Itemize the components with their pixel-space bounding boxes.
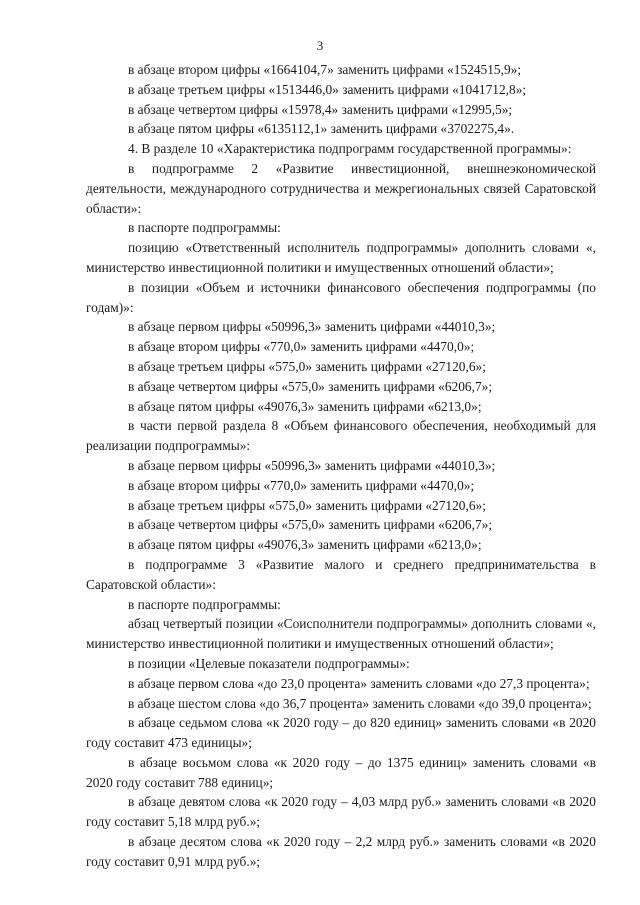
paragraph: в абзаце девятом слова «к 2020 году – 4,03 млрд руб.» заменить словами «в 2020 году составит 5,18 млрд руб.»; [86, 794, 596, 830]
paragraph: в абзаце восьмом слова «к 2020 году – до 1375 единиц» заменить словами «в 2020 году составит 788 единиц»; [86, 754, 596, 790]
paragraph: позицию «Ответственный исполнитель подпрограммы» дополнить словами «, министерство инвестиционной политики и имущественных отношений области»; [86, 240, 596, 275]
paragraph: в части первой раздела 8 «Объем финансового обеспечения, необходимый для реализации подпрограммы»: [86, 418, 596, 454]
paragraph: абзац четвертый позиции «Соисполнители подпрограммы» дополнить словами «, министерство инвестиционной политики и имущественных отношений области»; [86, 616, 596, 652]
paragraph: в абзаце четвертом цифры «575,0» заменить цифрами «6206,7»; [128, 517, 493, 533]
paragraph: в абзаце третьем цифры «575,0» заменить цифрами «27120,6»; [128, 358, 486, 374]
document-body [86, 60, 596, 872]
paragraph: в абзаце четвертом цифры «575,0» заменить цифрами «6206,7»; [128, 378, 493, 394]
paragraph: в абзаце пятом цифры «6135112,1» заменить цифрами «3702275,4». [128, 121, 515, 137]
paragraph: в абзаце третьем цифры «575,0» заменить цифрами «27120,6»; [128, 497, 486, 513]
section-heading: 4. В разделе 10 «Характеристика подпрограмм государственной программы»: [128, 141, 572, 157]
paragraph: в паспорте подпрограммы: [128, 220, 281, 236]
paragraph: в абзаце втором цифры «770,0» заменить цифрами «4470,0»; [128, 477, 475, 493]
paragraph: в абзаце первом цифры «50996,3» заменить цифрами «44010,3»; [128, 319, 496, 335]
paragraph: в подпрограмме 3 «Развитие малого и среднего предпринимательства в Саратовской области»: [86, 556, 596, 592]
paragraph: в абзаце четвертом цифры «15978,4» заменить цифрами «12995,5»; [128, 101, 513, 117]
paragraph: в абзаце десятом слова «к 2020 году – 2,2 млрд руб.» заменить словами «в 2020 году составит 0,91 млрд руб.»; [86, 834, 596, 869]
page-number: 3 [316, 38, 324, 53]
paragraph: в абзаце пятом цифры «49076,3» заменить цифрами «6213,0»; [128, 537, 482, 553]
paragraph: в абзаце шестом слова «до 36,7 процента» заменить словами «до 39,0 процента»; [128, 695, 592, 711]
paragraph: в абзаце седьмом слова «к 2020 году – до 820 единиц» заменить словами «в 2020 году составит 473 единицы»; [86, 715, 596, 751]
paragraph: в позиции «Целевые показатели подпрограммы»: [128, 655, 410, 671]
paragraph: в позиции «Объем и источники финансового обеспечения подпрограммы (по годам)»: [86, 279, 596, 315]
paragraph: в абзаце первом слова «до 23,0 процента» заменить словами «до 27,3 процента»; [128, 675, 590, 691]
paragraph: в абзаце третьем цифры «1513446,0» заменить цифрами «1041712,8»; [128, 81, 527, 97]
paragraph: в абзаце втором цифры «770,0» заменить цифрами «4470,0»; [128, 339, 475, 355]
paragraph: в абзаце пятом цифры «49076,3» заменить цифрами «6213,0»; [128, 398, 482, 414]
paragraph: в паспорте подпрограммы: [128, 596, 281, 612]
paragraph: в абзаце втором цифры «1664104,7» заменить цифрами «1524515,9»; [128, 62, 522, 77]
paragraph: в подпрограмме 2 «Развитие инвестиционной, внешнеэкономической деятельности, международного сотрудничества и межрегиональных связей Саратовской области»: [86, 160, 596, 216]
paragraph: в абзаце первом цифры «50996,3» заменить цифрами «44010,3»; [128, 457, 496, 473]
